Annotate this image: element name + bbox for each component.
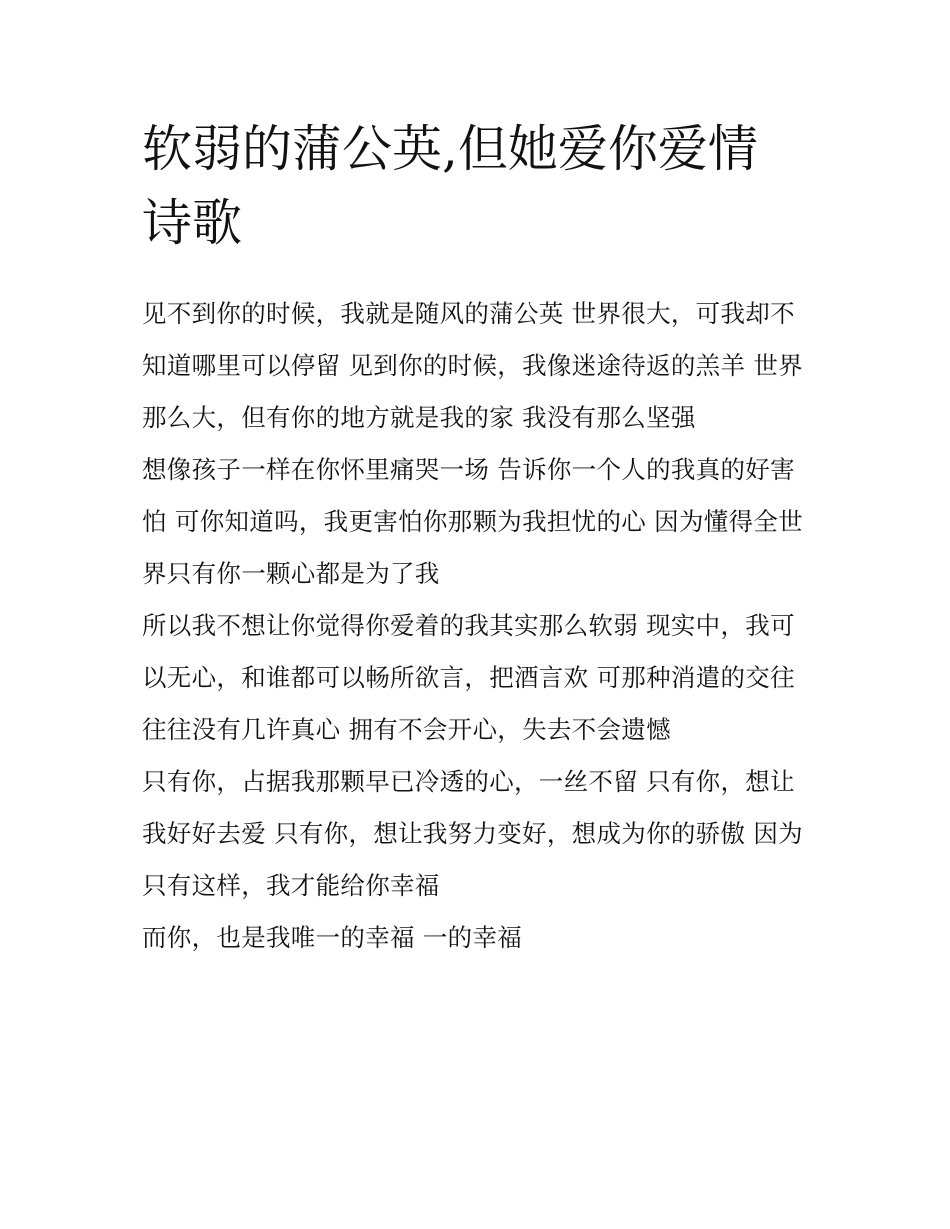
paragraph-3: 所以我不想让你觉得你爱着的我其实那么软弱 现实中，我可以无心，和谁都可以畅所欲言，把酒言欢 可那种消遣的交往往往没有几许真心 拥有不会开心，失去不会遗憾 — [142, 611, 795, 744]
document-content — [142, 112, 804, 964]
paragraph-4: 只有你，占据我那颗早已冷透的心，一丝不留 只有你，想让我好好去爱 只有你，想让我努力变好，想成为你的骄傲 因为只有这样，我才能给你幸福 — [142, 767, 803, 900]
paragraph-5: 而你，也是我唯一的幸福 一的幸福 — [142, 923, 523, 952]
document-title: 软弱的蒲公英,但她爱你爱情诗歌 — [142, 120, 758, 252]
paragraph-2: 想像孩子一样在你怀里痛哭一场 告诉你一个人的我真的好害怕 可你知道吗，我更害怕你那颗为我担忧的心 因为懂得全世界只有你一颗心都是为了我 — [142, 455, 803, 588]
document-body — [142, 288, 804, 964]
paragraph-1: 见不到你的时候，我就是随风的蒲公英 世界很大，可我却不知道哪里可以停留 见到你的时候，我像迷途待返的羔羊 世界那么大，但有你的地方就是我的家 我没有那么坚强 — [142, 299, 803, 432]
